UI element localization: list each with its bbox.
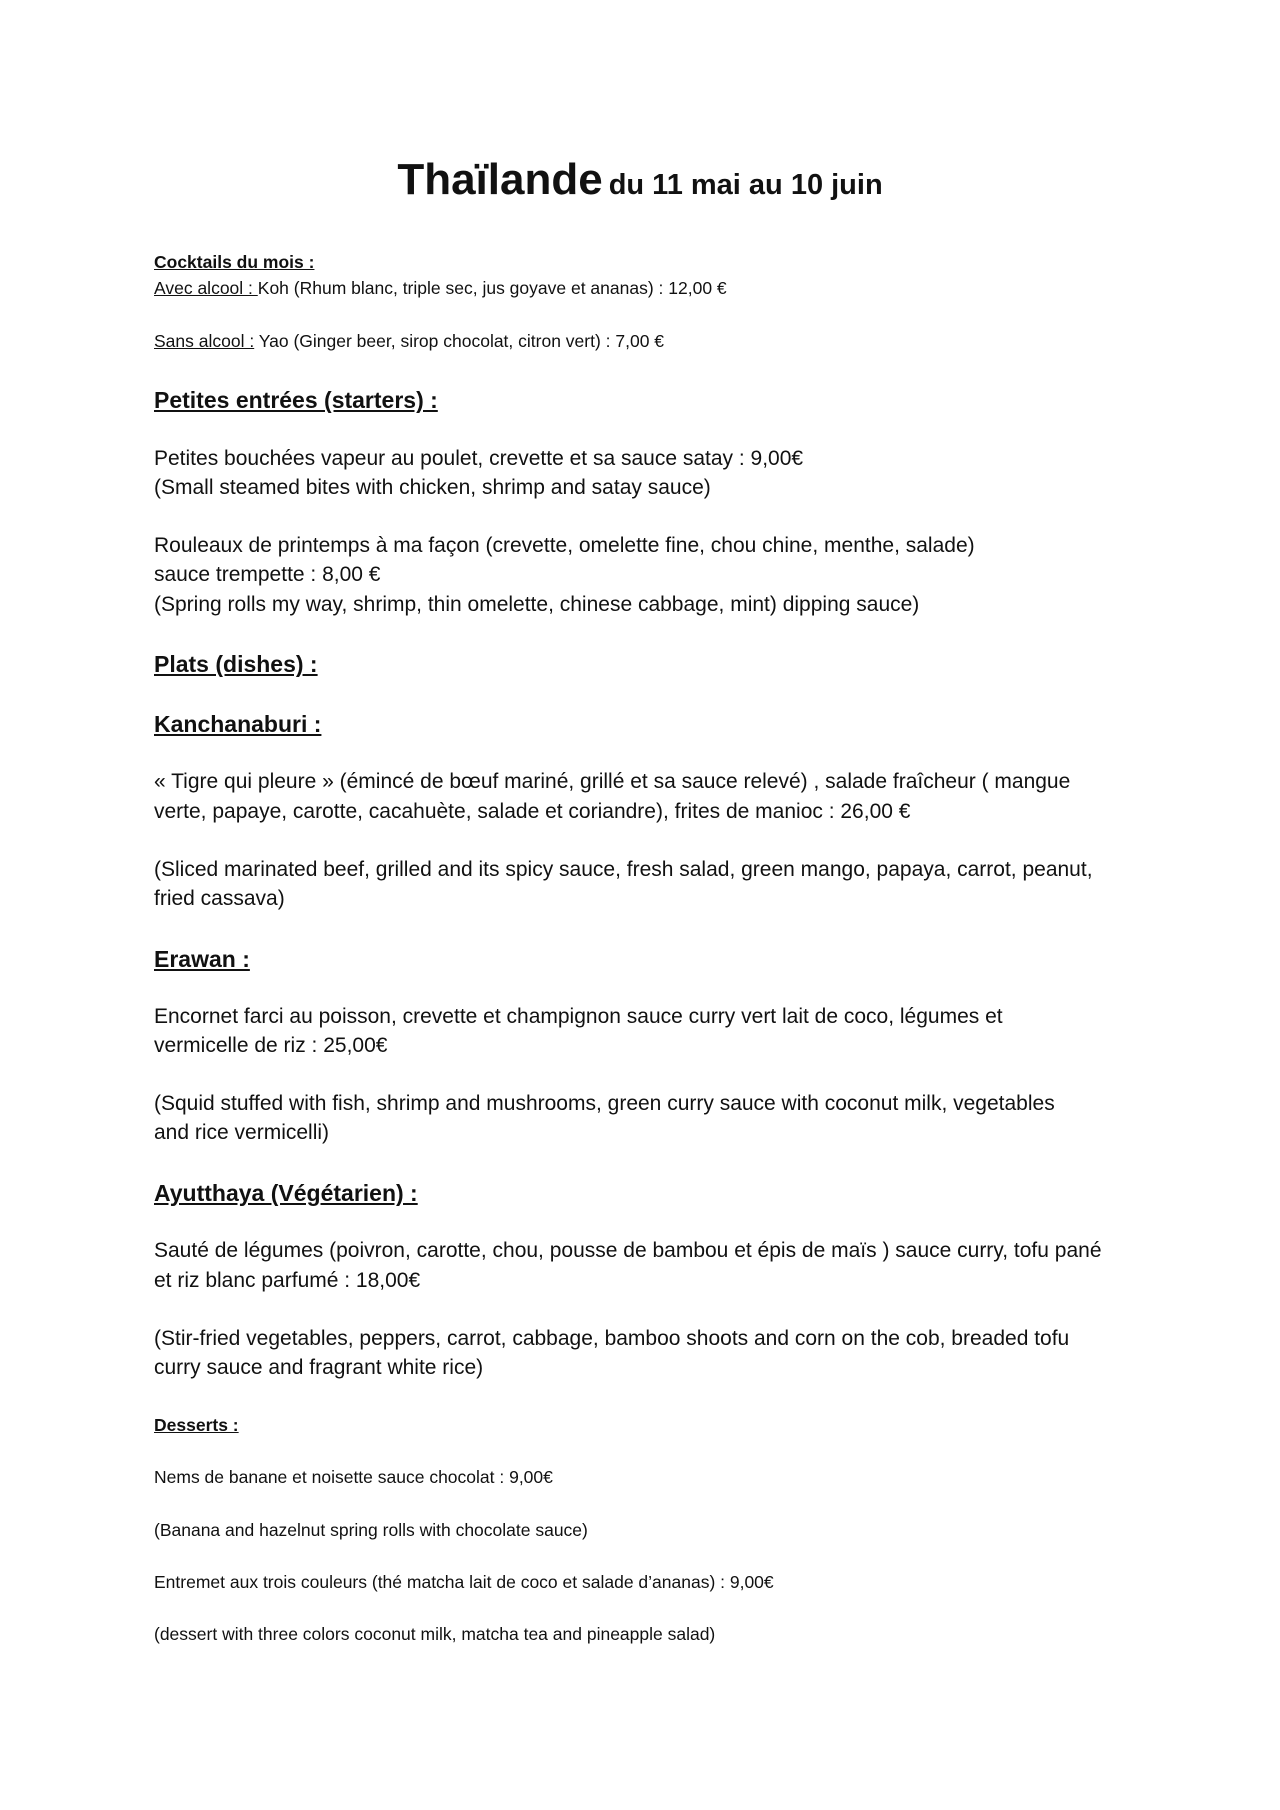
dishes-heading: Plats (dishes) :	[154, 651, 318, 677]
with-alcohol-text: Koh (Rhum blanc, triple sec, jus goyave et ananas) : 12,00 €	[257, 278, 727, 298]
starter-2-fr-line1: Rouleaux de printemps à ma façon (crevette, omelette fine, chou chine, menthe, salade)	[154, 534, 975, 557]
title-main: Thaïlande	[397, 155, 603, 204]
ayutthaya-en-line1: (Stir-fried vegetables, peppers, carrot, cabbage, bamboo shoots and corn on the cob, breaded tofu	[154, 1327, 1070, 1350]
dessert-1-fr: Nems de banane et noisette sauce chocolat : 9,00€	[154, 1467, 553, 1487]
kanchanaburi-fr-line1: « Tigre qui pleure » (émincé de bœuf mariné, grillé et sa sauce relevé) , salade fraîcheur ( mangue	[154, 770, 1071, 793]
without-alcohol-label: Sans alcool :	[154, 331, 255, 351]
dessert-1-en: (Banana and hazelnut spring rolls with chocolate sauce)	[154, 1520, 588, 1540]
erawan-en-line2: and rice vermicelli)	[154, 1121, 330, 1144]
without-alcohol-text: Yao (Ginger beer, sirop chocolat, citron vert) : 7,00 €	[254, 331, 665, 351]
ayutthaya-en-line2: curry sauce and fragrant white rice)	[154, 1356, 484, 1379]
cocktails-heading: Cocktails du mois :	[154, 252, 315, 272]
starters-heading: Petites entrées (starters) :	[154, 387, 438, 413]
dessert-2-fr: Entremet aux trois couleurs (thé matcha lait de coco et salade d’ananas) : 9,00€	[154, 1572, 774, 1592]
erawan-fr-line1: Encornet farci au poisson, crevette et champignon sauce curry vert lait de coco, légumes et	[154, 1005, 1003, 1028]
title-dates: du 11 mai au 10 juin	[608, 169, 883, 201]
starter-2-fr-line2: sauce trempette : 8,00 €	[154, 563, 381, 586]
ayutthaya-fr-line1: Sauté de légumes (poivron, carotte, chou, pousse de bambou et épis de maïs ) sauce curry, tofu pané	[154, 1239, 1102, 1262]
kanchanaburi-heading: Kanchanaburi :	[154, 711, 322, 737]
ayutthaya-heading: Ayutthaya (Végétarien) :	[154, 1180, 418, 1206]
dessert-2-en: (dessert with three colors coconut milk, matcha tea and pineapple salad)	[154, 1624, 716, 1644]
erawan-fr-line2: vermicelle de riz : 25,00€	[154, 1034, 388, 1057]
erawan-heading: Erawan :	[154, 946, 250, 972]
erawan-en-line1: (Squid stuffed with fish, shrimp and mushrooms, green curry sauce with coconut milk, vegetables	[154, 1092, 1055, 1115]
starter-1-fr: Petites bouchées vapeur au poulet, crevette et sa sauce satay : 9,00€	[154, 447, 804, 470]
desserts-heading: Desserts :	[154, 1415, 239, 1435]
kanchanaburi-en-line2: fried cassava)	[154, 887, 285, 910]
kanchanaburi-en-line1: (Sliced marinated beef, grilled and its spicy sauce, fresh salad, green mango, papaya, carrot, peanut,	[154, 858, 1093, 881]
cocktail-without-alcohol	[154, 333, 664, 351]
starter-2-en: (Spring rolls my way, shrimp, thin omelette, chinese cabbage, mint) dipping sauce)	[154, 593, 920, 616]
starter-1-en: (Small steamed bites with chicken, shrimp and satay sauce)	[154, 476, 711, 499]
with-alcohol-label: Avec alcool :	[154, 278, 258, 298]
cocktail-with-alcohol	[154, 280, 727, 298]
ayutthaya-fr-line2: et riz blanc parfumé : 18,00€	[154, 1269, 421, 1292]
page-title	[0, 155, 1280, 204]
kanchanaburi-fr-line2: verte, papaye, carotte, cacahuète, salade et coriandre), frites de manioc : 26,00 €	[154, 800, 911, 823]
